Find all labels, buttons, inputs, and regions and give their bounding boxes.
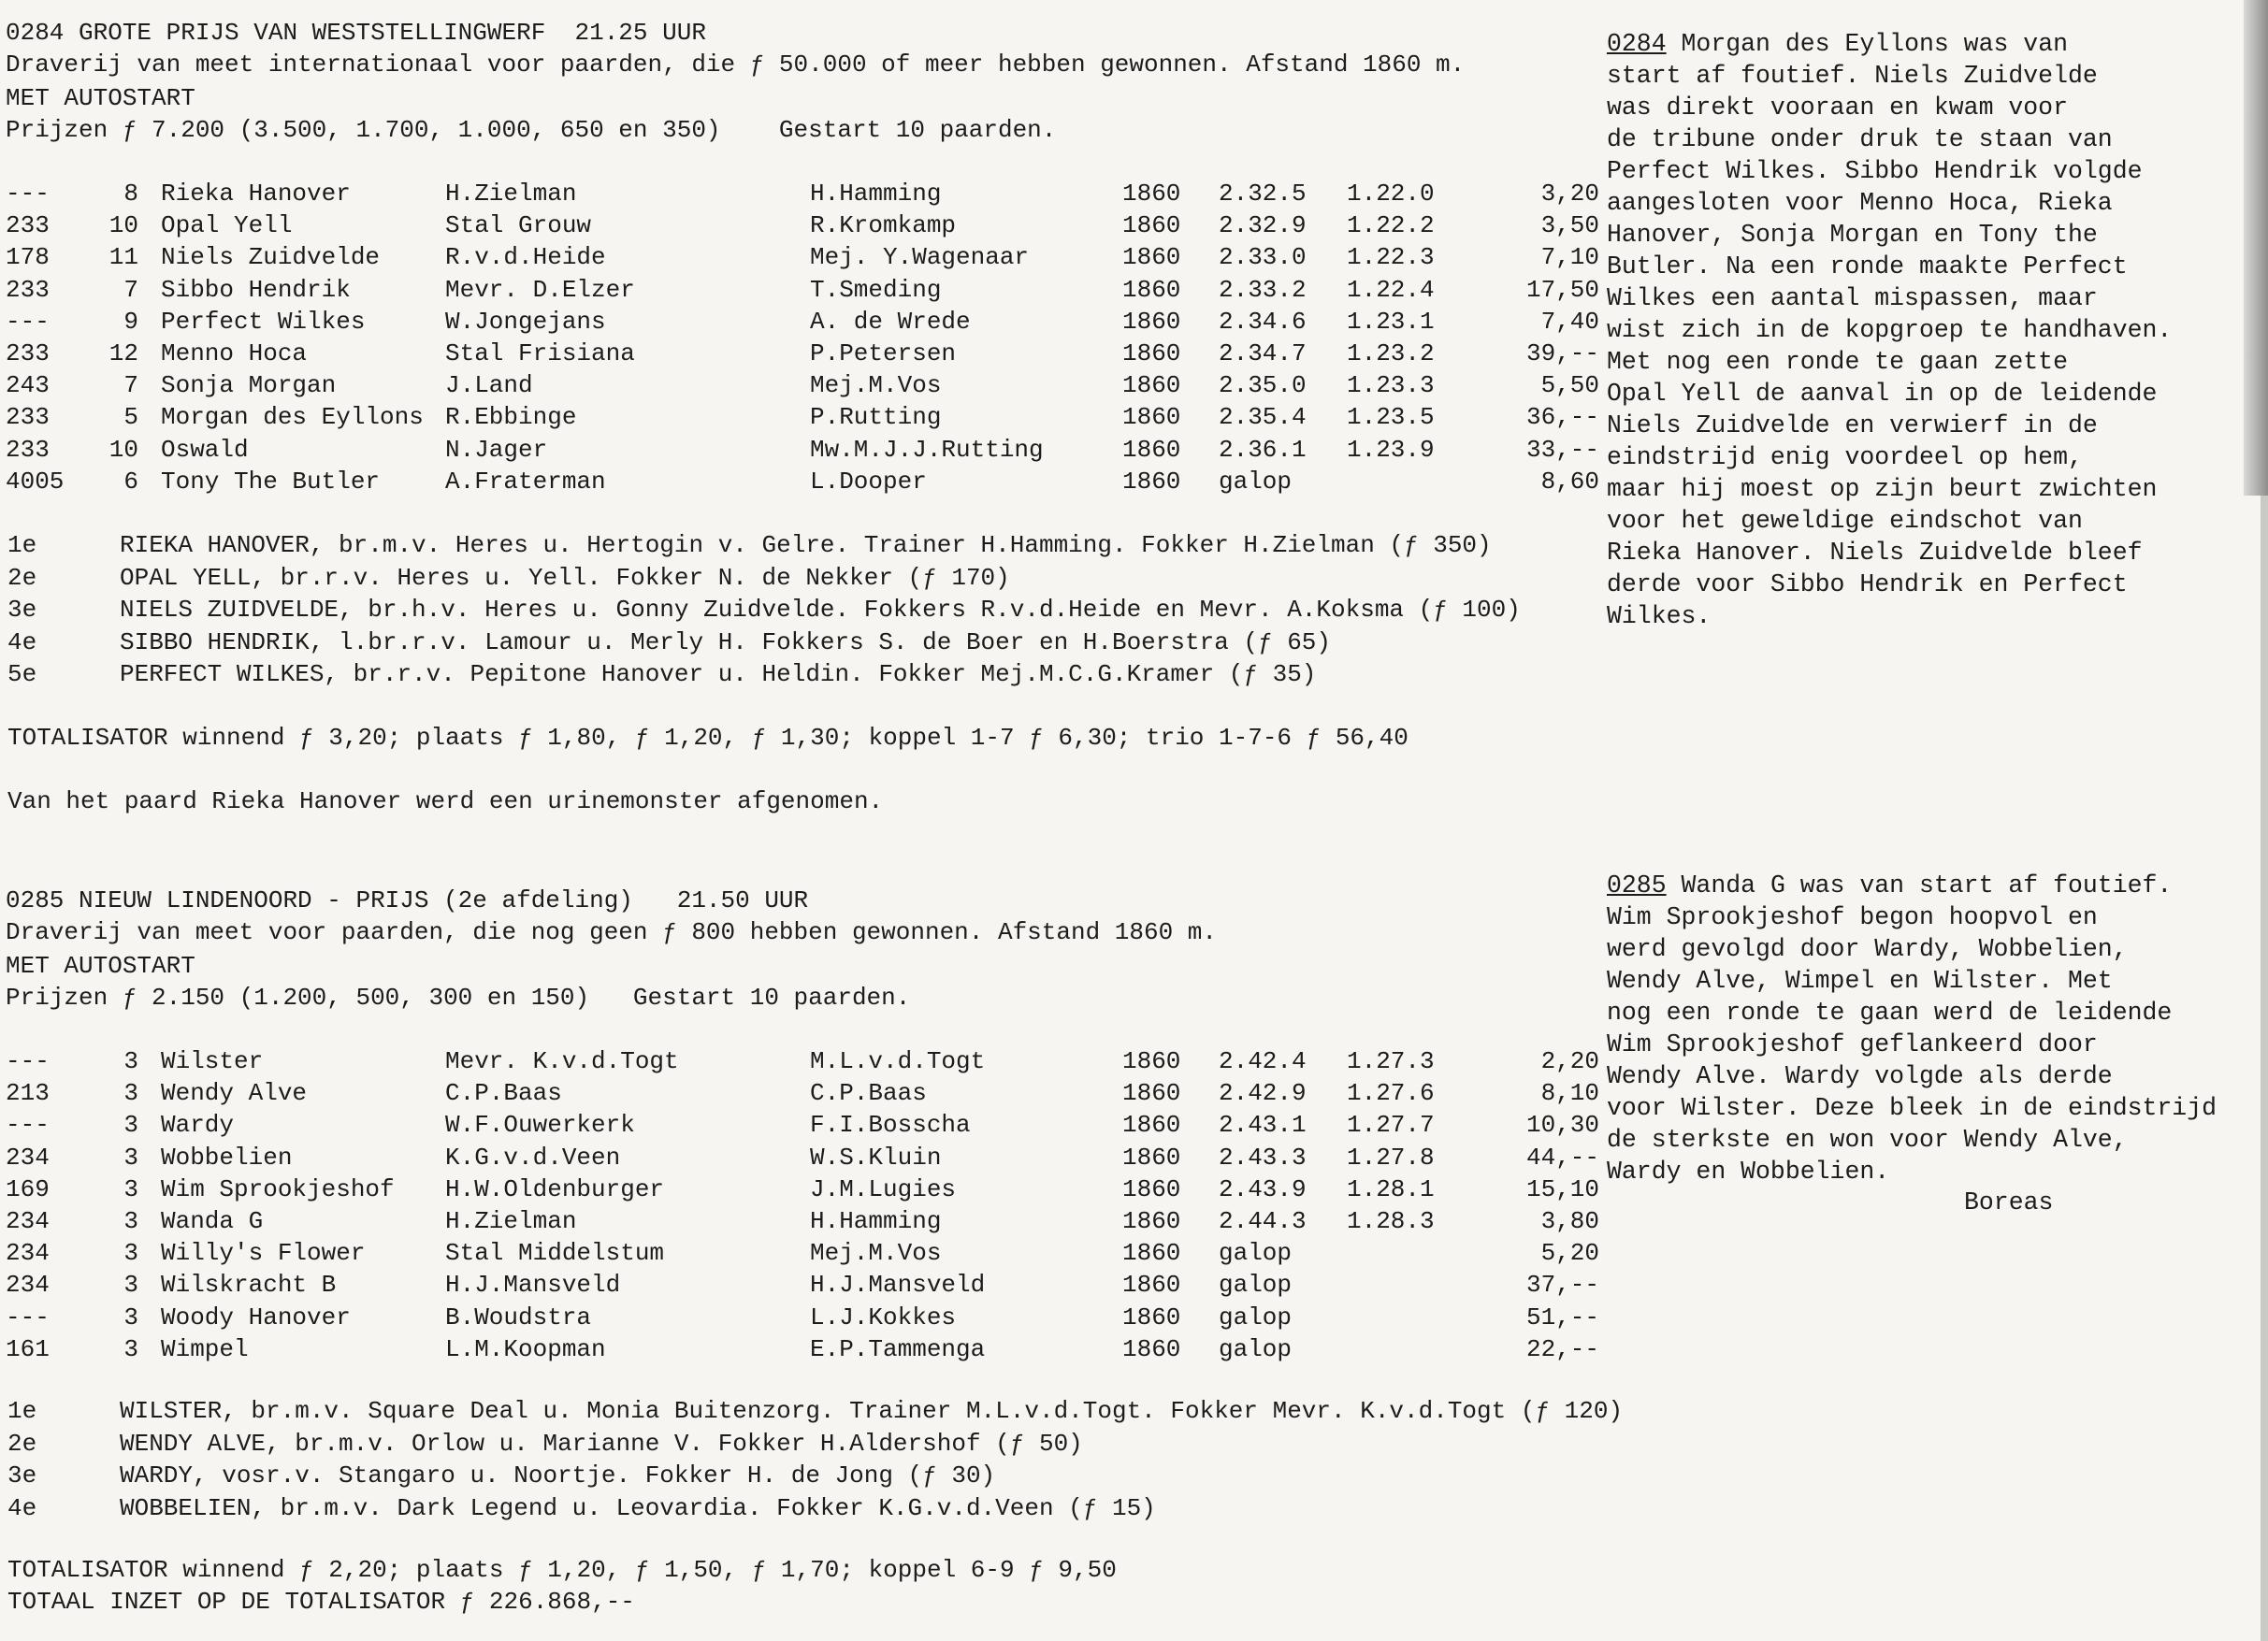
report-line: nog een ronde te gaan werd de leidende: [1607, 999, 2173, 1027]
entry-driver: W.S.Kluin: [810, 1143, 942, 1172]
placing-row: [0, 594, 1777, 626]
report-line: Wanda G was van start af foutief.: [1666, 871, 2173, 900]
table-row: [0, 178, 1609, 209]
entry-owner: Stal Frisiana: [445, 339, 635, 367]
entry-distance: 1860: [1122, 1047, 1181, 1075]
entry-odds: 15,10: [1525, 1174, 1599, 1203]
entry-driver: Mej.M.Vos: [810, 1239, 942, 1268]
table-row: [0, 338, 1609, 369]
placing-position: 2e: [7, 563, 37, 592]
entry-horse-name: Oswald: [161, 435, 249, 464]
entry-distance: 1860: [1122, 1239, 1181, 1268]
entry-time: 2.35.0: [1219, 371, 1307, 400]
entry-owner: Mevr. D.Elzer: [445, 275, 635, 304]
entry-driver: H.Hamming: [810, 1207, 942, 1235]
entry-odds: 7,40: [1540, 307, 1599, 336]
entry-time: 2.43.3: [1219, 1143, 1307, 1172]
entry-owner: J.Land: [445, 371, 533, 400]
table-row: [0, 306, 1609, 338]
report-line: start af foutief. Niels Zuidvelde: [1607, 62, 2098, 90]
entry-distance: 1860: [1122, 435, 1181, 464]
totalisator-line: TOTALISATOR winnend ƒ 2,20; plaats ƒ 1,20, ƒ 1,50, ƒ 1,70; koppel 6-9 ƒ 9,50: [7, 1556, 1117, 1584]
report-line: Opal Yell de aanval in op de leidende: [1607, 380, 2158, 408]
entry-number: 11: [108, 243, 138, 272]
entry-odds: 10,30: [1525, 1111, 1599, 1140]
report-line: wist zich in de kopgroep te handhaven.: [1607, 316, 2173, 344]
entry-horse-name: Menno Hoca: [161, 339, 308, 367]
entry-odds: 8,60: [1540, 467, 1599, 496]
table-row: [0, 209, 1609, 241]
race-title: 0285 NIEUW LINDENOORD - PRIJS (2e afdeling) 21.50 UUR: [6, 886, 809, 914]
table-row: [0, 1269, 1609, 1301]
race-title: 0284 GROTE PRIJS VAN WESTSTELLINGWERF 21.25 UUR: [6, 19, 706, 47]
entry-horse-name: Wardy: [161, 1111, 235, 1140]
table-row: [0, 401, 1609, 433]
entry-km-time: 1.28.3: [1347, 1207, 1435, 1235]
entry-distance: 1860: [1122, 1143, 1181, 1172]
entry-distance: 1860: [1122, 1303, 1181, 1332]
placing-row: [0, 529, 1777, 561]
report-line: Met nog een ronde te gaan zette: [1607, 348, 2068, 376]
entry-odds: 3,20: [1540, 180, 1599, 208]
entry-owner: L.M.Koopman: [445, 1334, 606, 1363]
placing-position: 1e: [7, 531, 37, 559]
table-row: [0, 1237, 1609, 1269]
entry-driver: H.J.Mansveld: [810, 1271, 986, 1300]
entry-owner: H.W.Oldenburger: [445, 1174, 665, 1203]
report-line: was direkt vooraan en kwam voor: [1607, 94, 2068, 122]
entry-time: 2.36.1: [1219, 435, 1307, 464]
entry-odds: 3,80: [1540, 1207, 1599, 1235]
race-prizes: Prijzen ƒ 2.150 (1.200, 500, 300 en 150) Gestart 10 paarden.: [6, 984, 911, 1012]
entry-prev-race: 243: [6, 371, 50, 400]
entry-number: 3: [123, 1334, 138, 1363]
entry-owner: N.Jager: [445, 435, 548, 464]
entry-distance: 1860: [1122, 307, 1181, 336]
entry-driver: H.Hamming: [810, 180, 942, 208]
entry-prev-race: 233: [6, 211, 50, 240]
entry-km-time: 1.23.1: [1347, 307, 1435, 336]
entry-odds: 39,--: [1525, 339, 1599, 367]
entry-odds: 51,--: [1525, 1303, 1599, 1332]
entry-odds: 36,--: [1525, 403, 1599, 432]
table-row: [0, 1333, 1609, 1365]
entry-prev-race: 234: [6, 1271, 50, 1300]
placing-row: [0, 1492, 1777, 1524]
report-line: Wendy Alve. Wardy volgde als derde: [1607, 1062, 2113, 1090]
entry-odds: 37,--: [1525, 1271, 1599, 1300]
entry-horse-name: Sibbo Hendrik: [161, 275, 351, 304]
entry-driver: T.Smeding: [810, 275, 942, 304]
entry-number: 3: [123, 1079, 138, 1108]
entry-number: 3: [123, 1239, 138, 1268]
entry-km-time: 1.27.7: [1347, 1111, 1435, 1140]
entry-prev-race: ---: [6, 307, 50, 336]
entry-time: galop: [1219, 1334, 1293, 1363]
entry-prev-race: ---: [6, 1303, 50, 1332]
table-row: [0, 1142, 1609, 1173]
entry-time: 2.34.6: [1219, 307, 1307, 336]
placing-description: WARDY, vosr.v. Stangaro u. Noortje. Fokker H. de Jong (ƒ 30): [120, 1461, 996, 1490]
race-conditions: Draverij van meet voor paarden, die nog geen ƒ 800 hebben gewonnen. Afstand 1860 m.: [6, 918, 1218, 946]
report-line: maar hij moest op zijn beurt zwichten: [1607, 475, 2158, 503]
placing-position: 4e: [7, 627, 37, 656]
placing-description: SIBBO HENDRIK, l.br.r.v. Lamour u. Merly H. Fokkers S. de Boer en H.Boerstra (ƒ 65): [120, 627, 1332, 656]
entry-owner: Stal Grouw: [445, 211, 592, 240]
entry-prev-race: 161: [6, 1334, 50, 1363]
entry-owner: K.G.v.d.Veen: [445, 1143, 621, 1172]
entry-prev-race: 234: [6, 1207, 50, 1235]
entry-km-time: 1.27.3: [1347, 1047, 1435, 1075]
entry-prev-race: 233: [6, 275, 50, 304]
report-code: 0285: [1607, 871, 1667, 900]
report-line: Wilkes een aantal mispassen, maar: [1607, 284, 2098, 312]
entry-number: 10: [108, 435, 138, 464]
entry-horse-name: Wilster: [161, 1047, 264, 1075]
table-row: [0, 1302, 1609, 1333]
report-line: Niels Zuidvelde en verwierf in de: [1607, 411, 2098, 439]
entry-horse-name: Wim Sprookjeshof: [161, 1174, 395, 1203]
report-line: de tribune onder druk te staan van: [1607, 125, 2113, 153]
placing-row: [0, 562, 1777, 594]
entry-number: 6: [123, 467, 138, 496]
entry-distance: 1860: [1122, 1079, 1181, 1108]
entry-horse-name: Perfect Wilkes: [161, 307, 366, 336]
table-row: [0, 466, 1609, 497]
entry-prev-race: 4005: [6, 467, 65, 496]
entry-time: 2.34.7: [1219, 339, 1307, 367]
entry-driver: M.L.v.d.Togt: [810, 1047, 986, 1075]
entry-prev-race: 233: [6, 403, 50, 432]
entry-owner: H.Zielman: [445, 180, 577, 208]
entry-owner: C.P.Baas: [445, 1079, 562, 1108]
placing-row: [0, 658, 1777, 690]
entry-driver: Mw.M.J.J.Rutting: [810, 435, 1044, 464]
entry-odds: 5,50: [1540, 371, 1599, 400]
entry-distance: 1860: [1122, 1271, 1181, 1300]
report-line: Butler. Na een ronde maakte Perfect: [1607, 252, 2128, 281]
entry-time: 2.32.5: [1219, 180, 1307, 208]
entry-number: 12: [108, 339, 138, 367]
entry-prev-race: ---: [6, 1047, 50, 1075]
entry-horse-name: Wilskracht B: [161, 1271, 337, 1300]
report-line: Wardy en Wobbelien.: [1607, 1158, 1890, 1186]
entry-km-time: 1.22.4: [1347, 275, 1435, 304]
report-line: de sterkste en won voor Wendy Alve,: [1607, 1126, 2128, 1154]
entry-number: 3: [123, 1207, 138, 1235]
entry-time: 2.42.9: [1219, 1079, 1307, 1108]
report-line: eindstrijd enig voordeel op hem,: [1607, 443, 2083, 471]
placing-description: RIEKA HANOVER, br.m.v. Heres u. Hertogin v. Gelre. Trainer H.Hamming. Fokker H.Zielman (ƒ 350): [120, 531, 1492, 559]
table-row: [0, 1173, 1609, 1205]
entry-time: galop: [1219, 467, 1293, 496]
entry-owner: A.Fraterman: [445, 467, 606, 496]
entry-number: 9: [123, 307, 138, 336]
entry-odds: 44,--: [1525, 1143, 1599, 1172]
placing-position: 5e: [7, 660, 37, 688]
entry-distance: 1860: [1122, 1334, 1181, 1363]
entry-distance: 1860: [1122, 211, 1181, 240]
table-row: [0, 369, 1609, 401]
table-row: [0, 241, 1609, 273]
entry-prev-race: 213: [6, 1079, 50, 1108]
report-line: Perfect Wilkes. Sibbo Hendrik volgde: [1607, 157, 2143, 185]
entry-prev-race: 234: [6, 1143, 50, 1172]
totalisator-line: TOTALISATOR winnend ƒ 3,20; plaats ƒ 1,80, ƒ 1,20, ƒ 1,30; koppel 1-7 ƒ 6,30; trio 1-7-6 ƒ 56,40: [7, 724, 1408, 752]
entry-odds: 3,50: [1540, 211, 1599, 240]
entry-number: 3: [123, 1303, 138, 1332]
entry-time: 2.42.4: [1219, 1047, 1307, 1075]
entry-driver: J.M.Lugies: [810, 1174, 957, 1203]
report-line: Wim Sprookjeshof begon hoopvol en: [1607, 903, 2098, 931]
race-report: [1607, 28, 2215, 632]
report-line: Hanover, Sonja Morgan en Tony the: [1607, 221, 2098, 249]
entry-number: 8: [123, 180, 138, 208]
entry-driver: L.Dooper: [810, 467, 927, 496]
placing-description: NIELS ZUIDVELDE, br.h.v. Heres u. Gonny Zuidvelde. Fokkers R.v.d.Heide en Mevr. A.Koksma (ƒ 100): [120, 596, 1521, 624]
entry-km-time: 1.23.5: [1347, 403, 1435, 432]
entry-driver: F.I.Bosscha: [810, 1111, 971, 1140]
entry-number: 3: [123, 1143, 138, 1172]
entry-km-time: 1.23.9: [1347, 435, 1435, 464]
placing-description: PERFECT WILKES, br.r.v. Pepitone Hanover u. Heldin. Fokker Mej.M.C.G.Kramer (ƒ 35): [120, 660, 1317, 688]
placing-description: WOBBELIEN, br.m.v. Dark Legend u. Leovardia. Fokker K.G.v.d.Veen (ƒ 15): [120, 1493, 1156, 1522]
entry-prev-race: ---: [6, 1111, 50, 1140]
entry-driver: E.P.Tammenga: [810, 1334, 986, 1363]
entry-time: 2.35.4: [1219, 403, 1307, 432]
total-bet-line: TOTAAL INZET OP DE TOTALISATOR ƒ 226.868,--: [7, 1588, 635, 1616]
entry-prev-race: 178: [6, 243, 50, 272]
entry-odds: 8,10: [1540, 1079, 1599, 1108]
entry-distance: 1860: [1122, 275, 1181, 304]
entry-time: 2.32.9: [1219, 211, 1307, 240]
report-line: Wendy Alve, Wimpel en Wilster. Met: [1607, 967, 2113, 995]
entry-owner: R.v.d.Heide: [445, 243, 606, 272]
entry-km-time: 1.27.8: [1347, 1143, 1435, 1172]
entry-owner: B.Woudstra: [445, 1303, 592, 1332]
entry-horse-name: Tony The Butler: [161, 467, 381, 496]
entry-odds: 33,--: [1525, 435, 1599, 464]
entry-distance: 1860: [1122, 180, 1181, 208]
entry-prev-race: ---: [6, 180, 50, 208]
entry-distance: 1860: [1122, 1174, 1181, 1203]
entry-km-time: 1.27.6: [1347, 1079, 1435, 1108]
entry-driver: Mej. Y.Wagenaar: [810, 243, 1030, 272]
entry-km-time: 1.23.2: [1347, 339, 1435, 367]
report-line: derde voor Sibbo Hendrik en Perfect: [1607, 570, 2128, 598]
report-line: Morgan des Eyllons was van: [1666, 30, 2068, 58]
report-line: Wim Sprookjeshof geflankeerd door: [1607, 1030, 2098, 1058]
report-signature: Boreas: [1964, 1188, 2054, 1216]
report-line: aangesloten voor Menno Hoca, Rieka: [1607, 189, 2113, 217]
entry-driver: A. de Wrede: [810, 307, 971, 336]
entry-km-time: 1.28.1: [1347, 1174, 1435, 1203]
entry-time: 2.33.0: [1219, 243, 1307, 272]
entry-horse-name: Woody Hanover: [161, 1303, 351, 1332]
race-note: Van het paard Rieka Hanover werd een urinemonster afgenomen.: [7, 787, 884, 815]
placing-row: [0, 1428, 1777, 1460]
placing-row: [0, 1395, 1777, 1427]
entry-horse-name: Willy's Flower: [161, 1239, 366, 1268]
entry-km-time: 1.22.0: [1347, 180, 1435, 208]
placing-position: 3e: [7, 596, 37, 624]
entry-km-time: 1.22.2: [1347, 211, 1435, 240]
entry-number: 5: [123, 403, 138, 432]
entry-odds: 7,10: [1540, 243, 1599, 272]
entry-time: galop: [1219, 1271, 1293, 1300]
placing-row: [0, 626, 1777, 658]
report-line: Wilkes.: [1607, 602, 1712, 630]
entry-time: galop: [1219, 1303, 1293, 1332]
entry-driver: R.Kromkamp: [810, 211, 957, 240]
entry-distance: 1860: [1122, 467, 1181, 496]
entry-owner: W.Jongejans: [445, 307, 606, 336]
report-line: werd gevolgd door Wardy, Wobbelien,: [1607, 935, 2128, 963]
entry-time: 2.43.1: [1219, 1111, 1307, 1140]
entry-time: 2.43.9: [1219, 1174, 1307, 1203]
entry-horse-name: Morgan des Eyllons: [161, 403, 424, 432]
entry-number: 3: [123, 1047, 138, 1075]
placing-position: 4e: [7, 1493, 37, 1522]
placing-position: 1e: [7, 1397, 37, 1425]
entry-horse-name: Opal Yell: [161, 211, 293, 240]
report-line: voor het geweldige eindschot van: [1607, 507, 2083, 535]
entry-horse-name: Sonja Morgan: [161, 371, 337, 400]
entry-driver: Mej.M.Vos: [810, 371, 942, 400]
entry-owner: R.Ebbinge: [445, 403, 577, 432]
entry-owner: Mevr. K.v.d.Togt: [445, 1047, 679, 1075]
report-line: Rieka Hanover. Niels Zuidvelde bleef: [1607, 539, 2143, 567]
entry-horse-name: Wobbelien: [161, 1143, 293, 1172]
entry-driver: P.Petersen: [810, 339, 957, 367]
placing-position: 3e: [7, 1461, 37, 1490]
placing-description: OPAL YELL, br.r.v. Heres u. Yell. Fokker N. de Nekker (ƒ 170): [120, 563, 1010, 592]
table-row: [0, 1205, 1609, 1237]
entry-owner: W.F.Ouwerkerk: [445, 1111, 635, 1140]
placing-row: [0, 1460, 1777, 1491]
entry-owner: H.Zielman: [445, 1207, 577, 1235]
table-row: [0, 274, 1609, 306]
entry-horse-name: Wendy Alve: [161, 1079, 308, 1108]
entry-odds: 22,--: [1525, 1334, 1599, 1363]
race-start-type: MET AUTOSTART: [6, 952, 195, 980]
entry-number: 7: [123, 275, 138, 304]
entry-number: 10: [108, 211, 138, 240]
entry-prev-race: 169: [6, 1174, 50, 1203]
entry-odds: 2,20: [1540, 1047, 1599, 1075]
entry-horse-name: Wimpel: [161, 1334, 249, 1363]
entry-time: 2.44.3: [1219, 1207, 1307, 1235]
entry-prev-race: 233: [6, 435, 50, 464]
entry-prev-race: 233: [6, 339, 50, 367]
entry-distance: 1860: [1122, 1207, 1181, 1235]
entry-distance: 1860: [1122, 243, 1181, 272]
race-start-type: MET AUTOSTART: [6, 84, 195, 112]
race-conditions: Draverij van meet internationaal voor paarden, die ƒ 50.000 of meer hebben gewonnen. Afstand 1860 m.: [6, 50, 1466, 79]
table-row: [0, 1077, 1609, 1109]
entry-driver: C.P.Baas: [810, 1079, 927, 1108]
entry-prev-race: 234: [6, 1239, 50, 1268]
entry-odds: 17,50: [1525, 275, 1599, 304]
placing-description: WENDY ALVE, br.m.v. Orlow u. Marianne V. Fokker H.Aldershof (ƒ 50): [120, 1429, 1083, 1458]
entry-number: 3: [123, 1271, 138, 1300]
race-prizes: Prijzen ƒ 7.200 (3.500, 1.700, 1.000, 650 en 350) Gestart 10 paarden.: [6, 116, 1057, 144]
entry-horse-name: Wanda G: [161, 1207, 264, 1235]
entry-driver: P.Rutting: [810, 403, 942, 432]
entry-horse-name: Rieka Hanover: [161, 180, 351, 208]
placing-position: 2e: [7, 1429, 37, 1458]
report-code: 0284: [1607, 30, 1667, 58]
table-row: [0, 1109, 1609, 1141]
entry-distance: 1860: [1122, 339, 1181, 367]
entry-km-time: 1.23.3: [1347, 371, 1435, 400]
entry-time: galop: [1219, 1239, 1293, 1268]
entry-odds: 5,20: [1540, 1239, 1599, 1268]
entry-owner: H.J.Mansveld: [445, 1271, 621, 1300]
entry-driver: L.J.Kokkes: [810, 1303, 957, 1332]
entry-owner: Stal Middelstum: [445, 1239, 665, 1268]
scan-shadow: [2261, 496, 2268, 1641]
placing-description: WILSTER, br.m.v. Square Deal u. Monia Buitenzorg. Trainer M.L.v.d.Togt. Fokker Mevr. K.v.d.Togt (ƒ 120): [120, 1397, 1624, 1425]
entry-time: 2.33.2: [1219, 275, 1307, 304]
entry-horse-name: Niels Zuidvelde: [161, 243, 381, 272]
entry-distance: 1860: [1122, 1111, 1181, 1140]
entry-distance: 1860: [1122, 371, 1181, 400]
entry-distance: 1860: [1122, 403, 1181, 432]
report-line: voor Wilster. Deze bleek in de eindstrijd: [1607, 1094, 2217, 1122]
entry-number: 3: [123, 1111, 138, 1140]
race-report: [1607, 870, 2215, 1188]
table-row: [0, 1045, 1609, 1077]
entry-km-time: 1.22.3: [1347, 243, 1435, 272]
entry-number: 3: [123, 1174, 138, 1203]
entry-number: 7: [123, 371, 138, 400]
table-row: [0, 434, 1609, 466]
scan-shadow: [2244, 0, 2268, 496]
